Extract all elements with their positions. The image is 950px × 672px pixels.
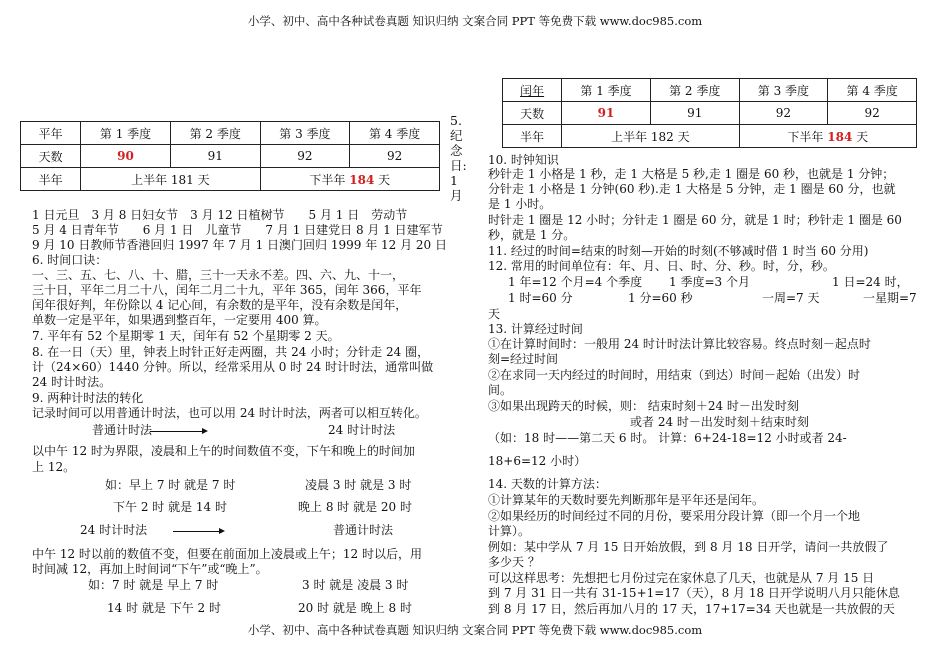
table-row — [21, 168, 440, 191]
paragraph-line: 分针走 1 小格是 1 分钟(60 秒).走 1 大格是 5 分钟，走 1 圈是 60 分，也就 — [488, 182, 896, 196]
second-half-prefix: 下半年 — [787, 129, 828, 144]
paragraph-line: 天 — [488, 307, 501, 321]
table-cell-highlight: 90 — [81, 145, 171, 168]
unit-item: 1 分=60 秒 — [628, 291, 693, 305]
paragraph-line: 计（24×60）1440 分钟。所以，经常采用从 0 时 24 时计时法，通常叫做 — [32, 360, 434, 374]
table-cell: 第 4 季度 — [350, 122, 440, 145]
page-footer: 小学、初中、高中各种试卷真题 知识归纳 文案合同 PPT 等免费下载 www.doc985.com — [247, 623, 703, 637]
paragraph-line: （如：18 时——第二天 6 时。 计算：6+24-18=12 小时或者 24- — [488, 431, 847, 445]
table-cell: 第 4 季度 — [828, 79, 917, 102]
paragraph-line: ①在计算时间时：一般用 24 时计时法计算比较容易。终点时刻－起点时 — [488, 337, 871, 351]
section-6-title: 6. 时间口诀： — [32, 253, 108, 267]
paragraph-line: 到 7 月 31 日一共有 31-15+1=17（天），8 月 18 日开学说明八月只能休息 — [488, 586, 900, 600]
table-cell: 第 2 季度 — [170, 122, 260, 145]
paragraph-line: 三十日，平年二月二十八，闰年二月二十九，平年 365，闰年 366，平年 — [32, 283, 422, 297]
table-cell: 第 3 季度 — [260, 122, 350, 145]
table-cell: 第 1 季度 — [81, 122, 171, 145]
table-row — [503, 79, 917, 102]
table-row — [503, 125, 917, 148]
side-heading-char: 日: — [450, 158, 467, 173]
paragraph-line: 时针走 1 圈是 12 小时；分针走 1 圈是 60 分，就是 1 时；秒针走 1 圈是 60 — [488, 213, 902, 227]
table-cell: 平年 — [21, 122, 81, 145]
example-line: 晚上 8 时 就是 20 时 — [298, 500, 412, 514]
unit-item: 1 年=12 个月=4 个季度 — [508, 275, 643, 289]
table-row — [21, 145, 440, 168]
paragraph-line: 到 8 月 17 日，然后再加八月的 17 天，17+17=34 天也就是一共放假的天 — [488, 602, 895, 616]
table-cell: 92 — [828, 102, 917, 125]
holidays-line: 1 日元旦 3 月 8 日妇女节 3 月 12 日植树节 5 月 1 日 劳动节 — [32, 208, 408, 222]
table-cell: 92 — [260, 145, 350, 168]
section-13-title: 13. 计算经过时间 — [488, 322, 583, 336]
paragraph-line: 18+6=12 小时） — [488, 454, 587, 468]
table-cell: 91 — [650, 102, 739, 125]
example-line: 如：早上 7 时 就是 7 时 — [105, 478, 236, 492]
table-cell: 第 3 季度 — [739, 79, 828, 102]
paragraph-line: 计算）。 — [488, 524, 531, 538]
table-cell-highlight: 91 — [562, 102, 651, 125]
example-line: 3 时 就是 凌晨 3 时 — [302, 578, 409, 592]
table-cell — [739, 125, 916, 148]
table-cell: 第 2 季度 — [650, 79, 739, 102]
unit-item: 1 日=24 时， — [832, 275, 909, 289]
unit-item: 一星期=7 — [863, 291, 917, 305]
unit-item: 1 季度=3 个月 — [669, 275, 750, 289]
section-7: 7. 平年有 52 个星期零 1 天，闰年有 52 个星期零 2 天。 — [32, 329, 340, 343]
section-12: 12. 常用的时间单位有：年、月、日、时、分、秒。时，分，秒。 — [488, 259, 835, 273]
table-cell: 92 — [739, 102, 828, 125]
paragraph-line: 秒针走 1 小格是 1 秒，走 1 大格是 5 秒,走 1 圈是 60 秒，也就是 1 分钟； — [488, 167, 895, 181]
paragraph-line: 一、三、五、七、八、十、腊，三十一天永不差。四、六、九、十一， — [32, 268, 405, 282]
section-11: 11. 经过的时间=结束的时刻—开始的时刻(不够减时借 1 时当 60 分用) — [488, 244, 869, 258]
second-half-suffix: 天 — [374, 172, 391, 187]
paragraph-line: 闰年很好判，年份除以 4 记心间，有余数的是平年，没有余数是闰年， — [32, 298, 408, 312]
example-line: 14 时 就是 下午 2 时 — [107, 601, 221, 615]
conversion-label: 24 时计时法 — [328, 423, 396, 437]
unit-item: 1 时=60 分 — [508, 291, 573, 305]
section-14-title: 14. 天数的计算方法： — [488, 477, 607, 491]
conversion-label: 普通计时法 — [333, 523, 394, 537]
example-line: 20 时 就是 晚上 8 时 — [298, 601, 412, 615]
paragraph-line: 刻=经过时间 — [488, 352, 559, 366]
holidays-line: 5 月 4 日青年节 6 月 1 日 儿童节 7 月 1 日建党日 8 月 1 日建军节 — [32, 223, 443, 237]
paragraph-line: ②如果经历的时间经过不同的月份，要采用分段计算（即一个月一个地 — [488, 509, 861, 523]
table-cell: 闰年 — [503, 79, 562, 102]
paragraph-line: 以中午 12 时为界限，凌晨和上午的时间数值不变，下午和晚上的时间加 — [32, 444, 415, 458]
side-heading — [450, 113, 467, 203]
side-heading-char: 1 — [450, 173, 458, 188]
example-line: 凌晨 3 时 就是 3 时 — [305, 478, 412, 492]
paragraph-line: 是 1 小时。 — [488, 197, 552, 211]
table-row — [21, 122, 440, 145]
conversion-label: 24 时计时法 — [80, 523, 148, 537]
common-year-quarter-table — [20, 121, 440, 191]
unit-item: 一周=7 天 — [762, 291, 820, 305]
side-heading-char: 念 — [450, 143, 463, 158]
paragraph-line: 间。 — [488, 383, 513, 397]
side-heading-char: 月 — [450, 188, 463, 203]
table-cell: 上半年 181 天 — [81, 168, 260, 191]
right-arrow-icon — [173, 531, 223, 532]
paragraph-line: 上 12。 — [32, 460, 76, 474]
second-half-number: 184 — [349, 172, 375, 187]
table-row — [503, 102, 917, 125]
page-header: 小学、初中、高中各种试卷真题 知识归纳 文案合同 PPT 等免费下载 www.doc985.com — [247, 14, 703, 28]
example-line: 下午 2 时 就是 14 时 — [113, 500, 227, 514]
holidays-line: 9 月 10 日教师节香港回归 1997 年 7 月 1 日澳门回归 1999 年 12 月 20 日 — [32, 238, 448, 252]
paragraph-line: 单数一定是平年，如果遇到整百年，一定要用 400 算。 — [32, 313, 327, 327]
paragraph-line: 时间减 12，再加上时间词“下午”或“晚上”。 — [32, 562, 268, 576]
paragraph-line: ③如果出现跨天的时候，则： 结束时刻＋24 时－出发时刻 — [488, 399, 799, 413]
paragraph-line: ①计算某年的天数时要先判断那年是平年还是闰年。 — [488, 493, 765, 507]
paragraph-line: 或者 24 时－出发时刻＋结束时刻 — [630, 415, 809, 429]
paragraph-line: 24 时计时法。 — [32, 375, 112, 389]
table-cell — [260, 168, 439, 191]
section-9-title: 9. 两种计时法的转化 — [32, 391, 144, 405]
second-half-suffix: 天 — [852, 129, 869, 144]
table-cell: 上半年 182 天 — [562, 125, 739, 148]
side-heading-char: 5. — [450, 113, 462, 128]
paragraph-line: 秒，就是 1 分。 — [488, 228, 576, 242]
second-half-number: 184 — [827, 129, 853, 144]
conversion-label: 普通计时法 — [92, 423, 153, 437]
paragraph-line: 记录时间可以用普通计时法，也可以用 24 时计时法，两者可以相互转化。 — [32, 406, 427, 420]
table-cell: 第 1 季度 — [562, 79, 651, 102]
table-cell: 91 — [170, 145, 260, 168]
leap-year-quarter-table — [502, 78, 917, 148]
table-cell: 半年 — [21, 168, 81, 191]
paragraph-line: 可以这样思考：先想把七月份过完在家休息了几天，也就是从 7 月 15 日 — [488, 571, 875, 585]
paragraph-line: ②在求同一天内经过的时间时，用结束（到达）时间－起始（出发）时 — [488, 368, 861, 382]
table-cell: 天数 — [21, 145, 81, 168]
table-cell: 半年 — [503, 125, 562, 148]
side-heading-char: 纪 — [450, 128, 463, 143]
paragraph-line: 8. 在一日（天）里，钟表上时针正好走两圈，共 24 小时；分针走 24 圈， — [32, 345, 430, 359]
paragraph-line: 中午 12 时以前的数值不变，但要在前面加上凌晨或上午；12 时以后，用 — [32, 547, 422, 561]
right-arrow-icon — [150, 431, 206, 432]
second-half-prefix: 下半年 — [309, 172, 350, 187]
table-cell: 天数 — [503, 102, 562, 125]
paragraph-line: 多少天 ？ — [488, 555, 540, 569]
paragraph-line: 例如：某中学从 7 月 15 日开始放假，到 8 月 18 日开学，请问一共放假了 — [488, 540, 889, 554]
example-line: 如：7 时 就是 早上 7 时 — [88, 578, 219, 592]
section-10-title: 10. 时钟知识 — [488, 153, 559, 167]
table-cell: 92 — [350, 145, 440, 168]
